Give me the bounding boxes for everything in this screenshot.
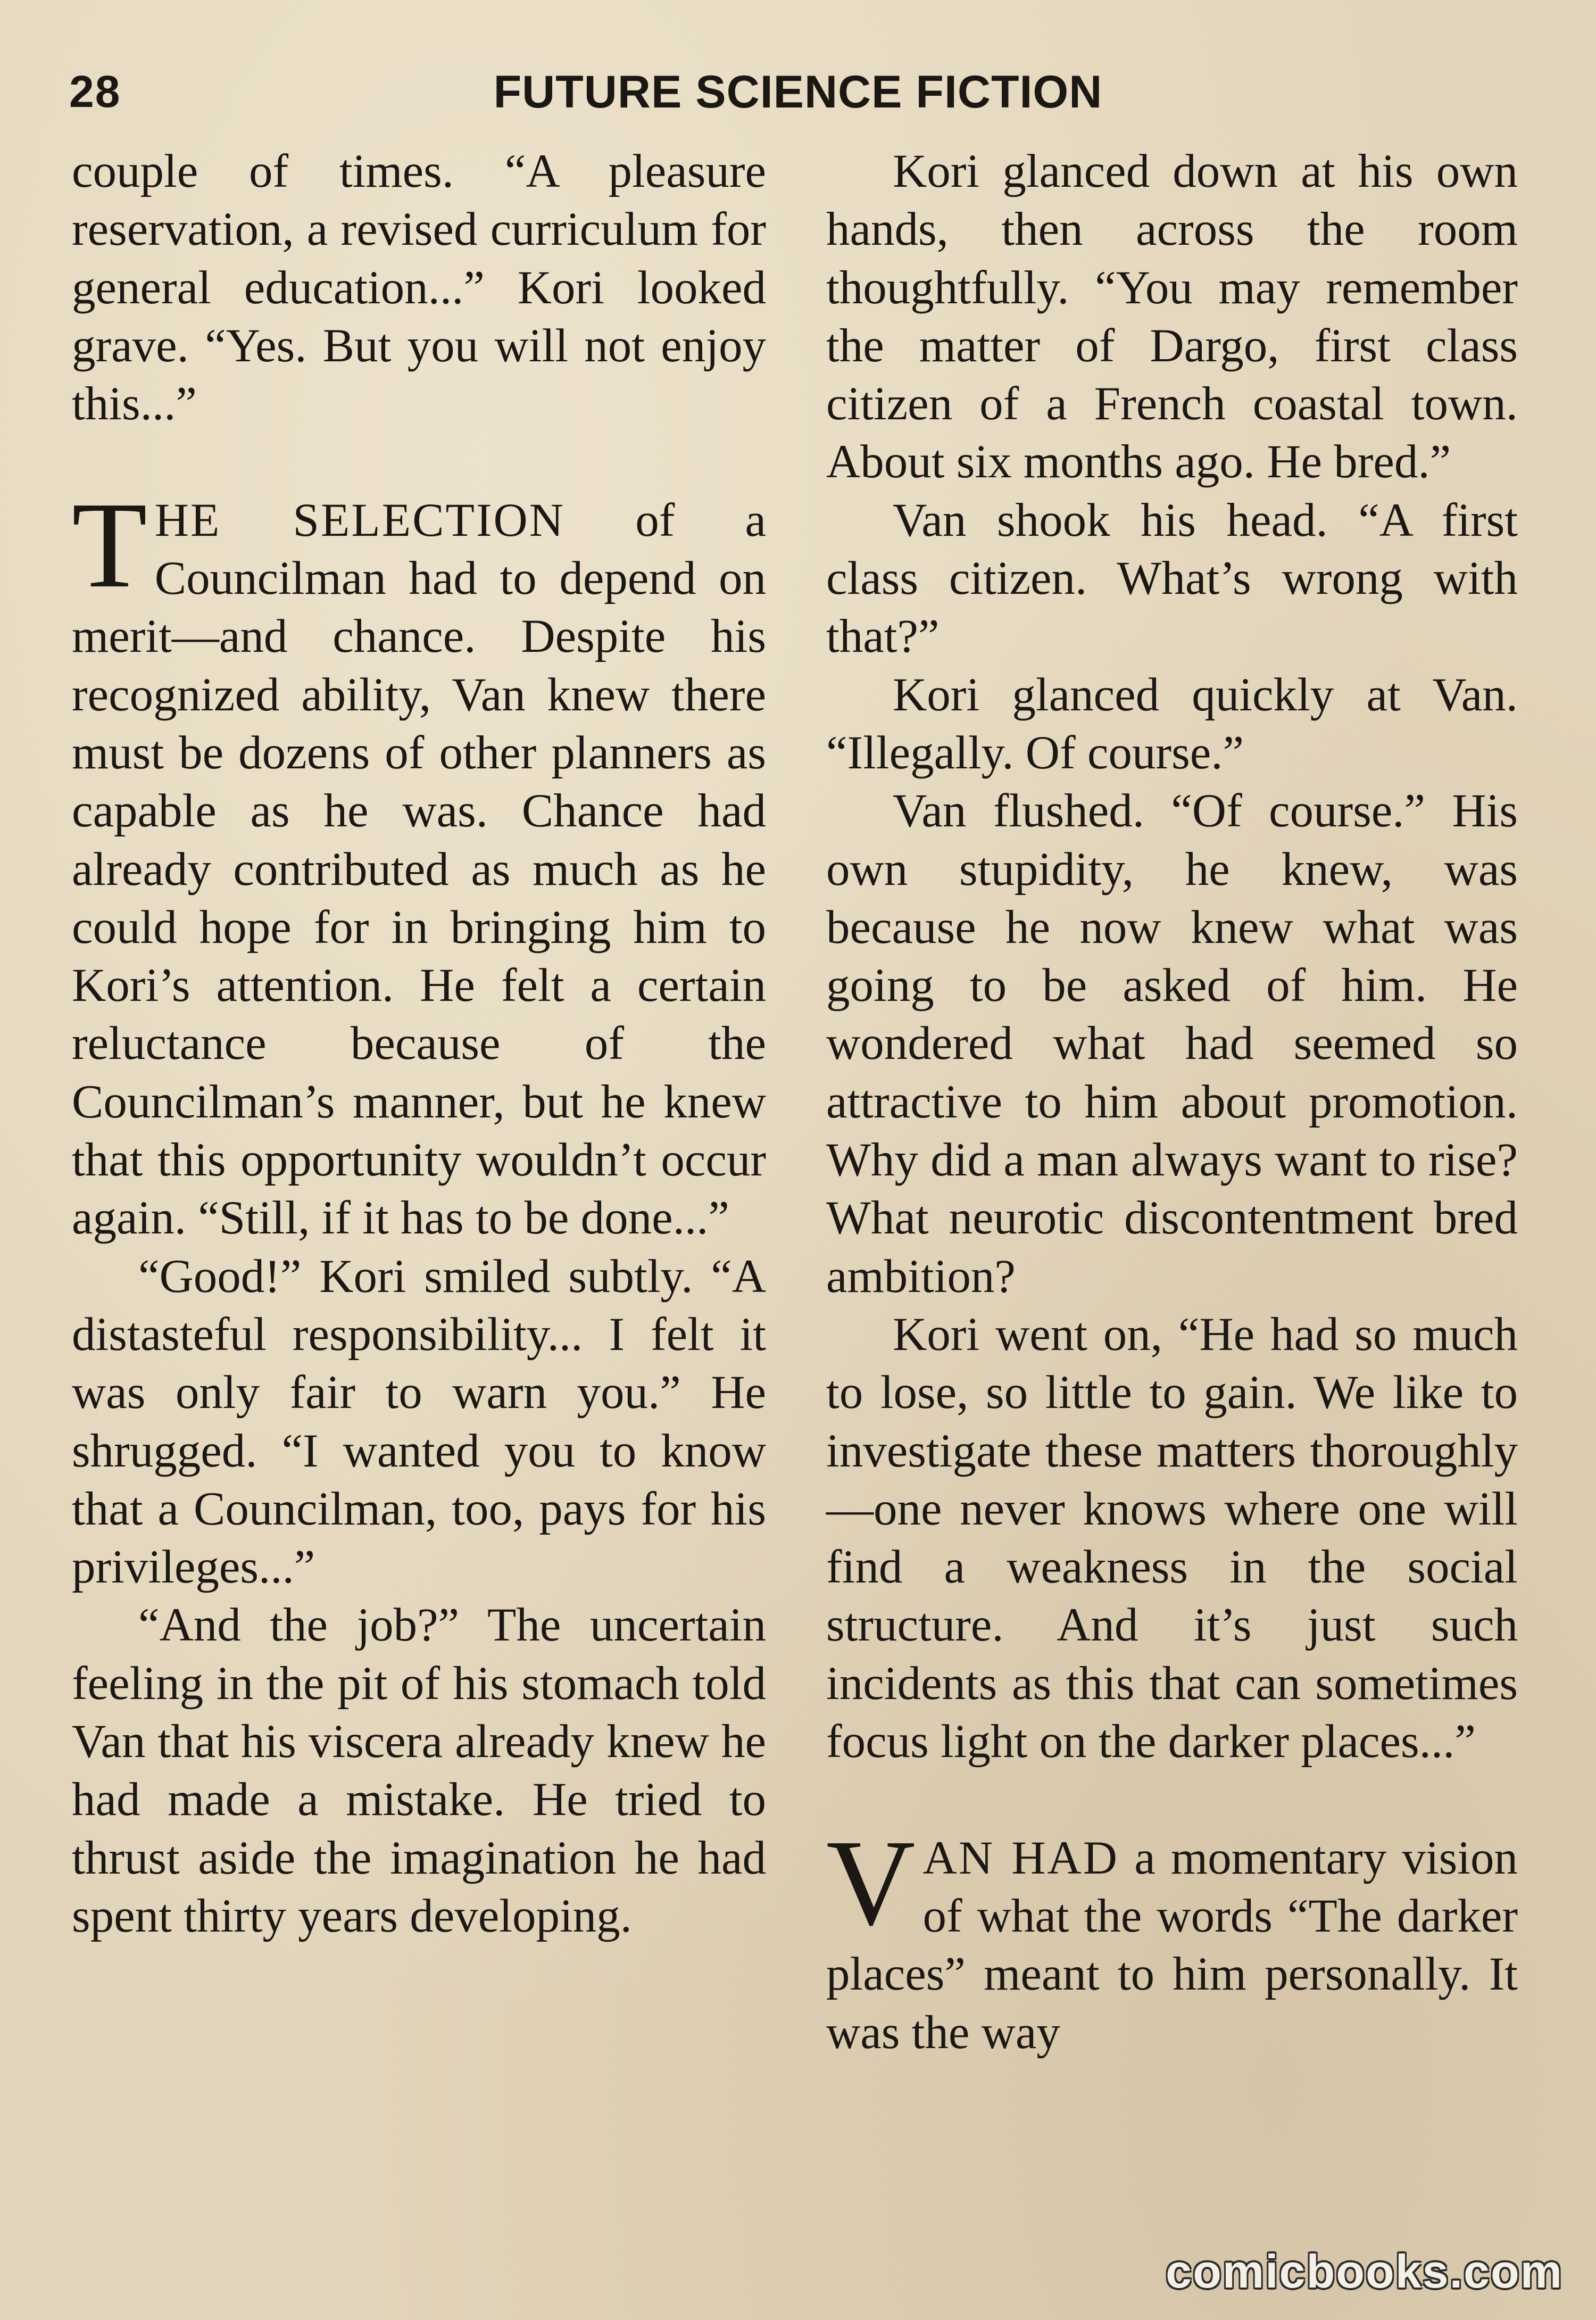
- small-caps-lead: HE SELECTION: [154, 494, 566, 546]
- section-paragraph: [72, 476, 767, 1248]
- paragraph: “And the job?” The uncertain feeling in the pit of his stomach told Van that his viscera already knew he had made a mistake. He tried to thrust aside the imagination he had spent thirty years developing.: [72, 1599, 766, 1942]
- site-watermark: comicbooks.com: [1166, 2245, 1563, 2298]
- paragraph: Kori went on, “He had so much to lose, so little to gain. We like to investigate these matters thoroughly—one never knows where one will find a weakness in the social structure. And it’s just such incidents as this that can sometimes focus light on the darker places...”: [826, 1308, 1518, 1768]
- drop-cap: T: [72, 476, 147, 614]
- drop-cap: V: [826, 1814, 916, 1951]
- paragraph-text: of a Councilman had to depend on merit—and chance. Despite his recognized ability, Van knew there must be dozens of other planners as capable as he was. Chance had already contributed as much as he could hope for in bringing him to Kori’s attention. He felt a certain reluctance because of the Councilman’s manner, but he knew that this opportunity wouldn’t occur again. “Still, if it has to be done...”: [72, 494, 767, 1245]
- paragraph: Kori glanced quickly at Van. “Illegally. Of course.”: [826, 668, 1518, 779]
- small-caps-lead: AN HAD: [922, 1832, 1119, 1884]
- paragraph: Van shook his head. “A first class citizen. What’s wrong with that?”: [826, 494, 1518, 663]
- page-number: 28: [69, 67, 121, 117]
- paragraph: Van flushed. “Of course.” His own stupidity, he knew, was because he now knew what was going to be asked of him. He wondered what had seemed so attractive to him about promotion. Why did a man always want to rise? What neurotic discontentment bred ambition?: [826, 785, 1518, 1303]
- left-column: [72, 143, 766, 1945]
- section-paragraph: [826, 1814, 1518, 2062]
- paragraph: Kori glanced down at his own hands, then across the room thoughtfully. “You may remember the matter of Dargo, first class citizen of a French coastal town. About six months ago. He bred.”: [826, 145, 1518, 488]
- magazine-title: FUTURE SCIENCE FICTION: [493, 67, 1103, 118]
- right-column: [826, 143, 1518, 2062]
- paragraph: couple of times. “A pleasure reservation, a revised curriculum for general education...” Kori looked grave. “Yes. But you will not enjoy this...”: [72, 145, 766, 430]
- paragraph: “Good!” Kori smiled subtly. “A distasteful responsibility... I felt it was only fair to warn you.” He shrugged. “I wanted you to know that a Councilman, too, pays for his privileges...”: [72, 1250, 766, 1594]
- paragraph-text: a momentary vision of what the words “The darker places” meant to him personally. It was the way: [826, 1832, 1518, 2059]
- running-head: [0, 60, 1596, 123]
